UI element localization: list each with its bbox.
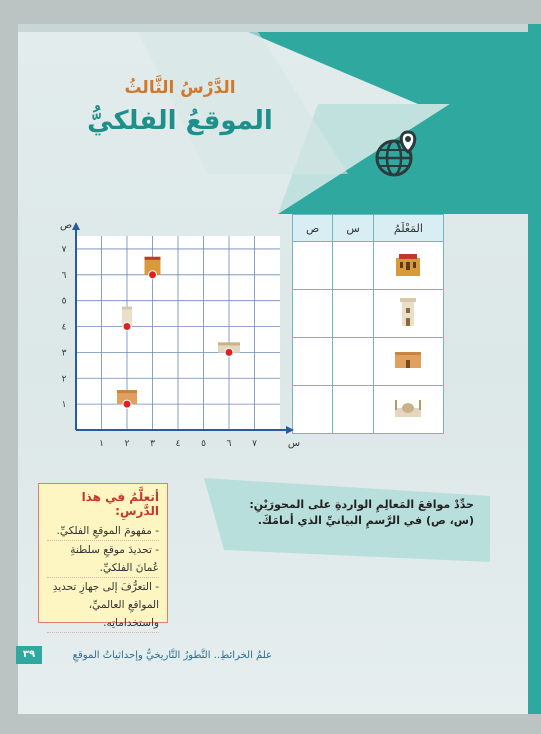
top-band	[18, 24, 528, 32]
cell-y-input[interactable]	[293, 242, 333, 290]
y-tick-label: ٥	[61, 296, 67, 307]
mosque-landmark-roof	[218, 342, 240, 345]
tower-icon	[373, 290, 443, 338]
y-axis-arrow	[72, 222, 80, 230]
header-x: س	[333, 215, 373, 242]
mosque-point	[225, 348, 233, 356]
table-row	[293, 386, 444, 434]
x-tick-label: ٧	[252, 439, 257, 449]
landmarks-table	[292, 214, 444, 434]
palace-point	[149, 271, 157, 279]
cell-y-input[interactable]	[293, 290, 333, 338]
y-tick-label: ٣	[61, 348, 67, 359]
learn-title: أتعلَّمُ في هذا الدَّرسِ:	[81, 490, 159, 518]
table-row	[293, 338, 444, 386]
lesson-label: الدَّرْسُ الثَّالثُ	[124, 78, 236, 98]
instruction-text	[212, 497, 474, 529]
tower-landmark-roof	[122, 307, 132, 310]
learn-item: - مفهومَ الموقعِ الفلكيِّ.	[47, 522, 159, 541]
page-number: ٣٩	[16, 646, 42, 664]
learning-objectives-box	[38, 483, 168, 629]
y-tick-label: ١	[61, 400, 67, 411]
y-tick-label: ٢	[61, 374, 67, 385]
instruction-line-1: حدِّدْ مواقعَ المَعالِمِ الواردةِ على المحورَيْنِ:	[249, 498, 474, 511]
header-landmark: المَعْلَمُ	[373, 215, 443, 242]
tower-point	[123, 323, 131, 331]
cell-x-input[interactable]	[333, 290, 373, 338]
globe-location-icon	[372, 128, 424, 180]
mosque-icon	[373, 386, 443, 434]
palace-landmark-roof	[145, 257, 161, 260]
x-tick-label: ٣	[150, 439, 155, 449]
lesson-title: الموقعُ الفلكيُّ	[87, 106, 273, 136]
x-axis-arrow	[286, 426, 294, 434]
x-tick-label: ٢	[124, 439, 130, 449]
y-tick-label: ٦	[61, 270, 67, 281]
learn-item: - تحديدَ موقعِ سلطنةِ عُمانَ الفلكيِّ.	[47, 541, 159, 578]
x-tick-label: ١	[99, 439, 104, 449]
header-y: ص	[293, 215, 333, 242]
y-tick-label: ٧	[61, 244, 67, 255]
x-axis-label: س	[287, 438, 301, 449]
fort-point	[123, 400, 131, 408]
instruction-line-2: (س، ص) في الرَّسمِ البيانيِّ الذي أمامَكَ.	[257, 514, 474, 527]
y-axis-label: ص	[59, 220, 73, 231]
cell-x-input[interactable]	[333, 386, 373, 434]
y-tick-label: ٤	[61, 322, 67, 333]
x-tick-label: ٥	[201, 439, 206, 449]
table-row	[293, 242, 444, 290]
coordinate-chart	[34, 208, 301, 449]
x-tick-label: ٦	[226, 439, 232, 449]
palace-icon	[373, 242, 443, 290]
fort-icon	[373, 338, 443, 386]
learn-item: - التعرُّفَ إلى جهازِ تحديدِ المواقعِ العالميِّ، واستخداماتِه.	[47, 578, 159, 633]
fort-landmark-roof	[117, 390, 137, 393]
page-spine	[528, 24, 541, 714]
cell-y-input[interactable]	[293, 386, 333, 434]
cell-y-input[interactable]	[293, 338, 333, 386]
table-row	[293, 290, 444, 338]
cell-x-input[interactable]	[333, 338, 373, 386]
x-tick-label: ٤	[175, 439, 181, 449]
cell-x-input[interactable]	[333, 242, 373, 290]
footer-text: علمُ الخرائطِ.. التَّطورُ التَّاريخيُّ وإحداثياتُ الموقعِ	[72, 650, 272, 661]
